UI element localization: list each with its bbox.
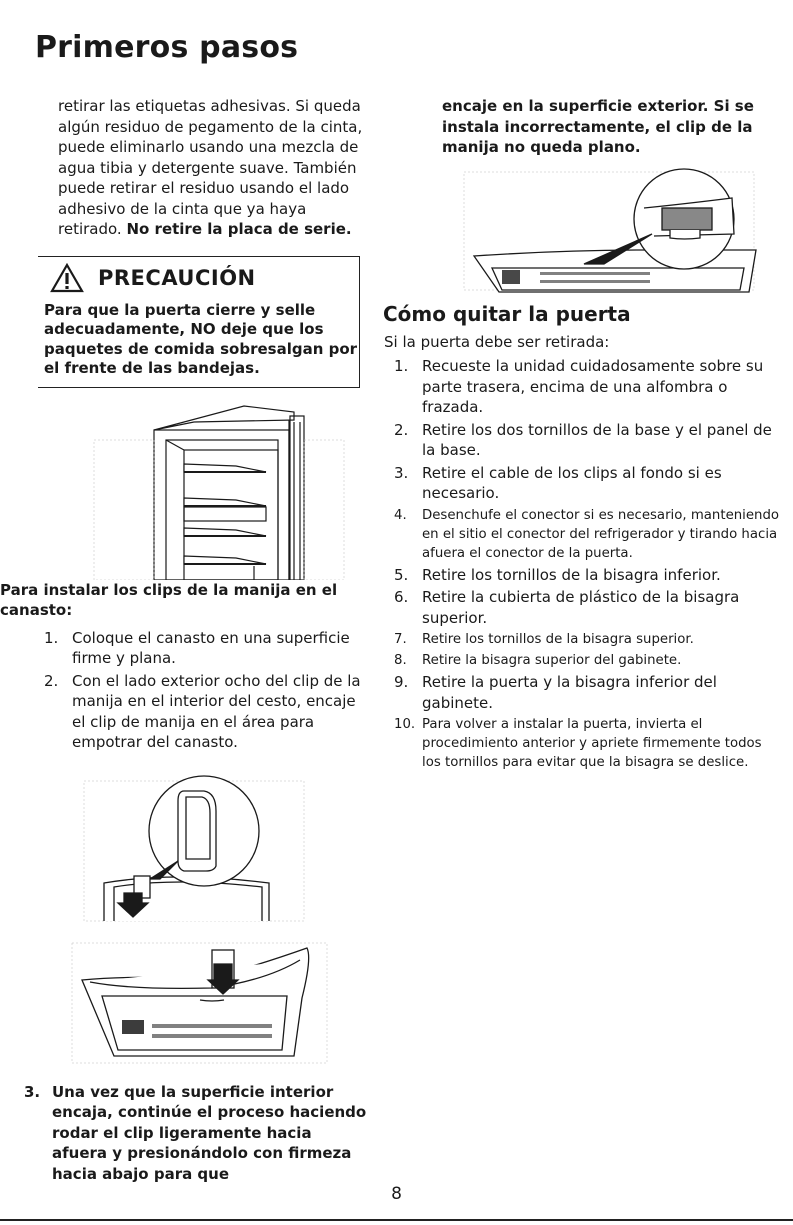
warning-triangle-icon — [50, 263, 84, 293]
clip-closeup-illustration — [74, 771, 334, 926]
door-removal-title: Cómo quitar la puerta — [383, 301, 631, 326]
page-title: Primeros pasos — [35, 30, 299, 65]
clip-step-3 — [24, 1082, 369, 1185]
step-number: 1. — [394, 357, 409, 375]
clip-steps-list — [44, 628, 369, 753]
door-steps-list — [394, 356, 784, 772]
step-number: 6. — [394, 588, 409, 606]
step-number: 2. — [394, 420, 409, 439]
door-intro: Si la puerta debe ser retirada: — [384, 332, 610, 351]
intro-text: retirar las etiquetas adhesivas. Si queda algún residuo de pegamento de la cinta, puede eliminarlo usando una mezcla de agua tibia y detergente suave. También puede retirar el residuo usando el lado adhesivo de la cinta que ya haya retirado. — [58, 97, 363, 238]
step-text: Coloque el canasto en una superficie firme y plana. — [72, 628, 350, 667]
door-step-1 — [394, 356, 784, 418]
step-number: 1. — [44, 628, 59, 647]
step-number: 4. — [394, 507, 407, 523]
door-step-3 — [394, 463, 784, 504]
door-step-9 — [394, 672, 784, 713]
step-text: Retire los tornillos de la bisagra superior. — [422, 632, 694, 647]
door-step-2 — [394, 420, 784, 461]
step-number: 9. — [394, 673, 409, 691]
left-column — [0, 96, 369, 1186]
step-text: Retire los dos tornillos de la base y el panel de la base. — [422, 420, 772, 459]
step-text: Una vez que la superficie interior encaja, continúe el proceso haciendo rodar el clip ligeramente hacia afuera y presionándolo con firmeza hacia abajo para que — [52, 1082, 367, 1183]
step-text: Recueste la unidad cuidadosamente sobre su parte trasera, encima de una alfombra o frazada. — [422, 357, 764, 416]
basket-clip-illustration — [444, 164, 774, 294]
caution-title: PRECAUCIÓN — [98, 265, 256, 290]
step-number: 5. — [394, 565, 409, 584]
step-number: 7. — [394, 632, 407, 647]
caution-header — [50, 263, 359, 293]
page-number: 8 — [391, 1184, 402, 1204]
step-text: Con el lado exterior ocho del clip de la manija en el interior del cesto, encaje el clip de manija en el área para empotrar del canasto. — [72, 671, 361, 751]
step-text: Retire la bisagra superior del gabinete. — [422, 653, 682, 668]
step-number: 8. — [394, 653, 407, 668]
intro-warning: No retire la placa de serie. — [126, 220, 352, 238]
door-step-8 — [394, 651, 784, 670]
clip-step-1 — [44, 628, 369, 669]
step-number: 10. — [394, 717, 416, 732]
clips-heading: Para instalar los clips de la manija en el canasto: — [0, 580, 338, 619]
step-text: Desenchufe el conector si es necesario, manteniendo en el sitio el conector del refrigerador y tirando hacia afuera el conector de la puerta. — [422, 507, 780, 561]
step-text: Para volver a instalar la puerta, invierta el procedimiento anterior y apriete firmemente todos los tornillos para evitar que la bisagra se deslice. — [422, 717, 762, 770]
door-step-10 — [394, 715, 784, 772]
door-step-6 — [394, 587, 784, 628]
step-text: Retire la cubierta de plástico de la bisagra superior. — [422, 588, 740, 627]
door-step-7 — [394, 630, 784, 649]
clip-step-3-list — [24, 1082, 369, 1185]
step-text: Retire el cable de los clips al fondo si es necesario. — [422, 463, 722, 502]
caution-text: Para que la puerta cierre y selle adecuadamente, NO deje que los paquetes de comida sobresalgan por el frente de las bandejas. — [44, 300, 358, 377]
step-text: Retire la puerta y la bisagra inferior del gabinete. — [422, 673, 717, 712]
step-number: 3. — [394, 463, 409, 482]
basket-illustration — [62, 938, 342, 1068]
step-number: 3. — [24, 1082, 41, 1101]
right-column — [384, 96, 784, 774]
step-number: 2. — [44, 671, 59, 690]
intro-paragraph — [58, 96, 369, 240]
fridge-illustration — [54, 400, 364, 580]
clip-step-2 — [44, 671, 369, 753]
door-step-5 — [394, 565, 784, 586]
bottom-rule — [0, 1219, 793, 1221]
continuation-text: encaje en la superficie exterior. Si se instala incorrectamente, el clip de la manija no queda plano. — [442, 97, 754, 156]
caution-box — [38, 256, 360, 388]
door-step-4 — [394, 506, 784, 563]
step-text: Retire los tornillos de la bisagra inferior. — [422, 565, 721, 584]
